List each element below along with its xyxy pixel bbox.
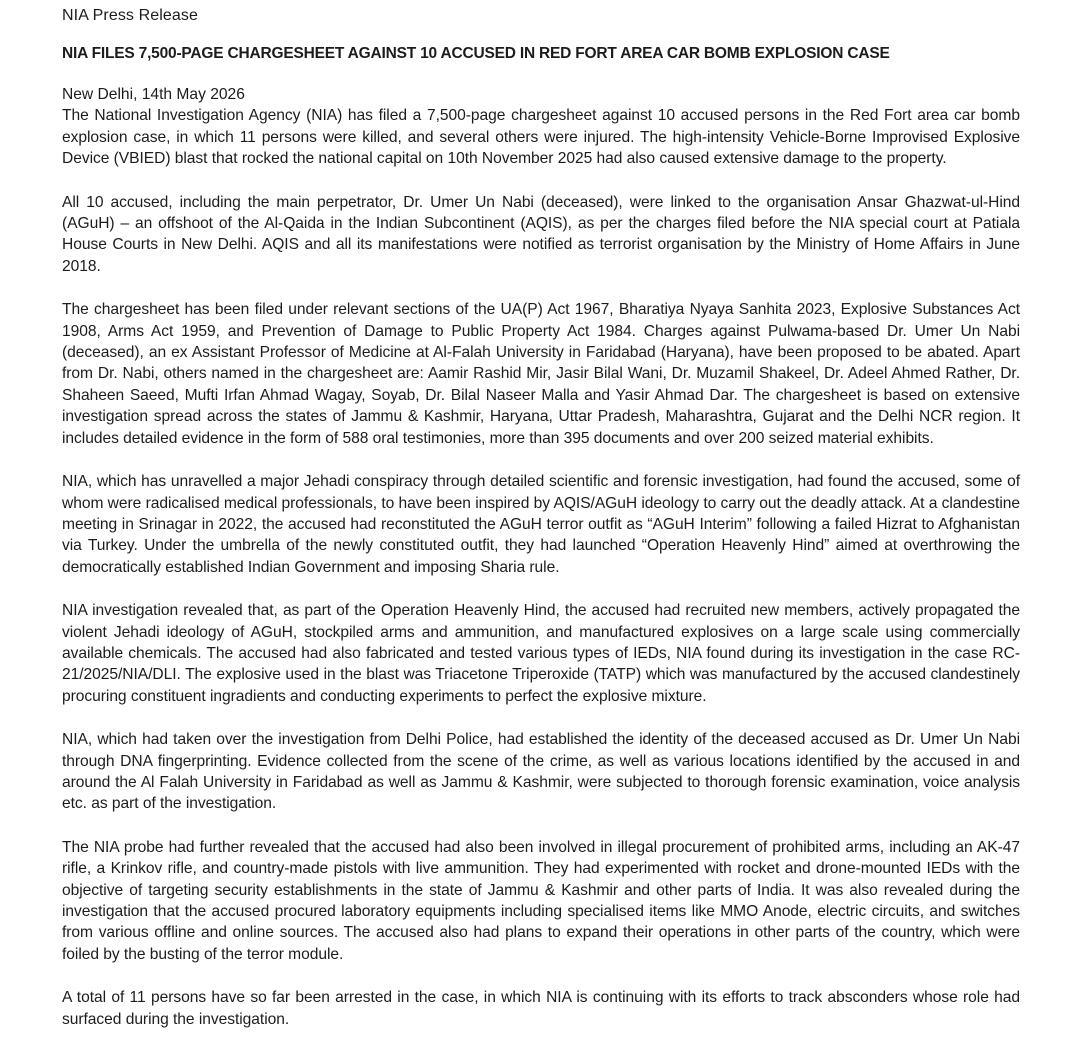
paragraph-4: NIA, which has unravelled a major Jehadi conspiracy through detailed scientific and forensic investigation, had found the accused, some of whom were radicalised medical professionals, to have been inspired by AQIS/AGuH ideology to carry out the deadly attack. At a clandestine meeting in Srinagar in 2022, the accused had reconstituted the AGuH terror outfit as “AGuH Interim” following a failed Hizrat to Afghanistan via Turkey. Under the umbrella of the newly constituted outfit, they had launched “Operation Heavenly Hind” aimed at overthrowing the democratically established Indian Government and imposing Sharia rule. — [62, 473, 1020, 576]
paragraph-7: The NIA probe had further revealed that the accused had also been involved in illegal procurement of prohibited arms, including an AK-47 rifle, a Krinkov rifle, and country-made pistols with live ammunition. They had experimented with rocket and drone-mounted IEDs with the objective of targeting security establishments in the state of Jammu & Kashmir and other parts of India. It was also revealed during the investigation that the accused procured laboratory equipments including specialised items like MMO Anode, electric circuits, and switches from various offline and online sources. The accused also had plans to expand their operations in other parts of the country, which were foiled by the busting of the terror module. — [62, 838, 1020, 963]
paragraph-5: NIA investigation revealed that, as part of the Operation Heavenly Hind, the accused had recruited new members, actively propagated the violent Jehadi ideology of AGuH, stockpiled arms and ammunition, and manufactured explosives on a large scale using commercially available chemicals. The accused had also fabricated and tested various types of IEDs, NIA found during its investigation in the case RC-21/2025/NIA/DLI. The explosive used in the blast was Triacetone Triperoxide (TATP) which was manufactured by the accused clandestinely procuring constituent ingradients and conducting experiments to perfect the explosive mixture. — [62, 602, 1020, 705]
paragraph-2: All 10 accused, including the main perpetrator, Dr. Umer Un Nabi (deceased), were linked to the organisation Ansar Ghazwat-ul-Hind (AGuH) – an offshoot of the Al-Qaida in the Indian Subcontinent (AQIS), as per the charges filed before the NIA special court at Patiala House Courts in New Delhi. AQIS and all its manifestations were notified as terrorist organisation by the Ministry of Home Affairs in June 2018. — [62, 193, 1020, 275]
document-title: NIA FILES 7,500-PAGE CHARGESHEET AGAINST 10 ACCUSED IN RED FORT AREA CAR BOMB EXPLOSION CASE — [62, 45, 890, 62]
document-header: NIA Press Release — [62, 7, 198, 24]
paragraph-6: NIA, which had taken over the investigation from Delhi Police, had established the identity of the deceased accused as Dr. Umer Un Nabi through DNA fingerprinting. Evidence collected from the scene of the crime, as well as various locations identified by the accused in and around the Al Falah University in Faridabad as well as Jammu & Kashmir, were subjected to thorough forensic examination, voice analysis etc. as part of the investigation. — [62, 731, 1020, 813]
paragraph-8: A total of 11 persons have so far been arrested in the case, in which NIA is continuing with its efforts to track absconders whose role had surfaced during the investigation. — [62, 989, 1020, 1028]
paragraph-1: The National Investigation Agency (NIA) has filed a 7,500-page chargesheet against 10 accused persons in the Red Fort area car bomb explosion case, in which 11 persons were killed, and several others were injured. The high-intensity Vehicle-Borne Improvised Explosive Device (VBIED) blast that rocked the national capital on 10th November 2025 had also caused extensive damage to the property. — [62, 107, 1020, 168]
press-release-document — [62, 5, 1020, 1052]
dateline: New Delhi, 14th May 2026 — [62, 86, 245, 103]
paragraph-3: The chargesheet has been filed under relevant sections of the UA(P) Act 1967, Bharatiya Nyaya Sanhita 2023, Explosive Substances Act 1908, Arms Act 1959, and Prevention of Damage to Public Property Act 1984. Charges against Pulwama-based Dr. Umer Un Nabi (deceased), an ex Assistant Professor of Medicine at Al-Falah University in Faridabad (Haryana), have been proposed to be abated. Apart from Dr. Nabi, others named in the chargesheet are: Aamir Rashid Mir, Jasir Bilal Wani, Dr. Muzamil Shakeel, Dr. Adeel Ahmed Rather, Dr. Shaheen Saeed, Mufti Irfan Ahmad Wagay, Soyab, Dr. Bilal Naseer Malla and Yasir Ahmad Dar. The chargesheet is based on extensive investigation spread across the states of Jammu & Kashmir, Haryana, Uttar Pradesh, Maharashtra, Gujarat and the Delhi NCR region. It includes detailed evidence in the form of 588 oral testimonies, more than 395 documents and over 200 seized material exhibits. — [62, 301, 1020, 447]
